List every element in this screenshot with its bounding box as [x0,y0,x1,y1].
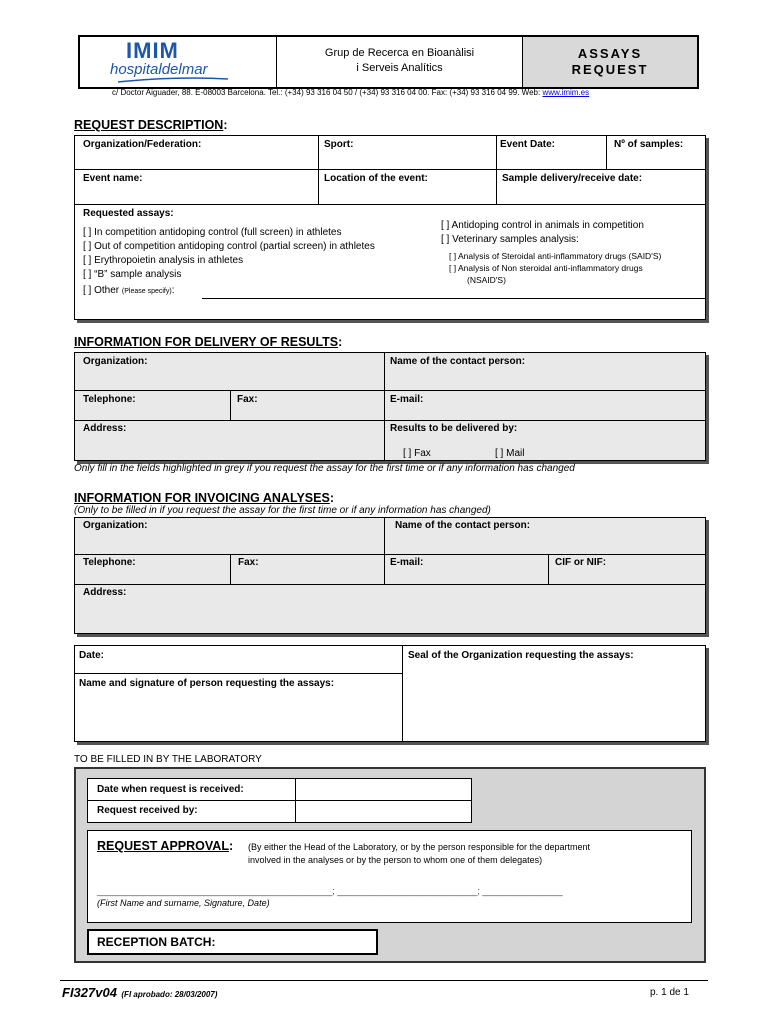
assay-option-b-sample[interactable]: [ ] “B” sample analysis [83,269,182,280]
event-date-label: Event Date: [500,139,556,150]
results-delivered-by-label: Results to be delivered by: [390,423,518,434]
assay-option-in-competition[interactable]: [ ] In competition antidoping control (full screen) in athletes [83,227,342,238]
website-link[interactable]: www.imim.es [542,88,590,97]
group-name-line2: i Serveis Analítics [356,62,443,74]
delivery-box [74,352,706,461]
results-option-mail[interactable]: [ ] Mail [495,448,525,459]
assay-options-left [83,226,375,282]
num-samples-label: Nº of samples: [614,139,684,150]
assay-option-out-of-competition[interactable]: [ ] Out of competition antidoping control (partial screen) in athletes [83,241,375,252]
assay-option-non-steroidal[interactable]: [ ] Analysis of Non steroidal anti-inflammatory drugs [449,263,643,273]
invoicing-address-label: Address: [83,587,127,598]
approval-signature-caption: (First Name and surname, Signature, Date) [97,898,270,908]
invoicing-heading: INFORMATION FOR INVOICING ANALYSES: [74,491,334,505]
other-specify-line[interactable] [202,298,705,299]
delivery-contact-label: Name of the contact person: [390,356,526,367]
logo-swoosh-icon [116,76,231,84]
invoicing-telephone-label: Telephone: [83,557,136,568]
delivery-fax-label: Fax: [237,394,258,405]
delivery-telephone-label: Telephone: [83,394,136,405]
invoicing-cif-label: CIF or NIF: [555,557,607,568]
event-name-label: Event name: [83,173,143,184]
group-name-line1: Grup de Recerca en Bioanàlisi [324,47,475,59]
veterinary-sub-options: [ ] Analysis of Steroidal anti-inflammatory drugs (SAID'S) [ ] Analysis of Non steroidal anti-inflammatory drugs (NSAID'S) [449,251,662,285]
laboratory-heading: TO BE FILLED IN BY THE LABORATORY [74,754,262,765]
assay-option-erythropoietin[interactable]: [ ] Erythropoietin analysis in athletes [83,255,244,266]
delivery-note: Only fill in the fields highlighted in grey if you request the assay for the first time or if any information has changed [74,463,575,474]
delivery-address-label: Address: [83,423,127,434]
received-by-label: Request received by: [97,805,198,816]
invoicing-box [74,517,706,634]
approval-note: (By either the Head of the Laboratory, or by the person responsible for the department involved in the analyses or by the person to whom one of them delegates) [248,842,591,865]
imim-logo [96,38,266,86]
sport-label: Sport: [324,139,354,150]
date-received-label: Date when request is received: [97,784,244,795]
assay-option-other[interactable]: [ ] Other (Please specify): [83,285,175,296]
delivery-email-label: E-mail: [390,394,424,405]
location-label: Location of the event: [324,173,428,184]
request-description-heading: REQUEST DESCRIPTION: [74,118,228,132]
signature-name-label: Name and signature of person requesting the assays: [79,678,335,689]
contact-address: c/ Doctor Aiguader, 88. E-08003 Barcelona. Tel.: (+34) 93 316 04 50 / (+34) 93 316 04 00. Fax: (+34) 93 316 04 99. Web: www.imim.es [112,88,590,97]
delivery-results-heading: INFORMATION FOR DELIVERY OF RESULTS: [74,335,343,349]
approval-heading: REQUEST APPROVAL: [97,839,234,853]
invoicing-organization-label: Organization: [83,520,148,531]
logo-imim-text: IMIM [126,38,179,63]
invoicing-note: (Only to be filled in if you request the assay for the first time or if any information has changed) [74,505,491,516]
sample-delivery-date-label: Sample delivery/receive date: [502,173,643,184]
logo-hospital-text: hospitaldelmar [110,61,208,78]
assay-options-right [441,219,644,247]
invoicing-fax-label: Fax: [238,557,259,568]
form-title-line1: ASSAYS [577,46,643,61]
seal-label: Seal of the Organization requesting the assays: [408,650,634,661]
delivery-organization-label: Organization: [83,356,148,367]
form-code: FI327v04 (FI aprobado: 28/03/2007) [62,985,218,1000]
requested-assays-label: Requested assays: [83,208,174,219]
invoicing-contact-label: Name of the contact person: [395,520,531,531]
assay-option-veterinary[interactable]: [ ] Veterinary samples analysis: [441,234,579,245]
invoicing-email-label: E-mail: [390,557,424,568]
results-option-fax[interactable]: [ ] Fax [403,448,431,459]
form-title-line2: REQUEST [571,62,649,77]
assay-option-steroidal[interactable]: [ ] Analysis of Steroidal anti-inflammatory drugs (SAID'S) [449,251,662,261]
assay-option-animals[interactable]: [ ] Antidoping control in animals in competition [441,220,644,231]
organization-federation-label: Organization/Federation: [83,139,202,150]
approval-signature-line[interactable]: _______________________________________________; ____________________________; ________________ [97,886,563,896]
signature-date-label: Date: [79,650,105,661]
reception-batch-label: RECEPTION BATCH: [97,935,216,949]
page-number: p. 1 de 1 [650,987,689,998]
